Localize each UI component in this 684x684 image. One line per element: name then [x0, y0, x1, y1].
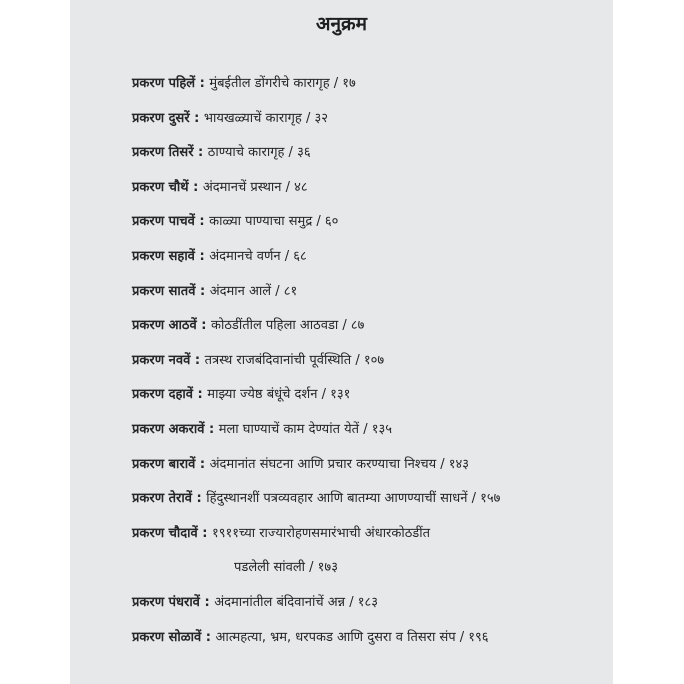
toc-entry: प्रकरण सातवें : अंदमान आलें / ८१ [132, 283, 298, 299]
document-page [70, 0, 613, 684]
chapter-label: प्रकरण आठवें [132, 318, 197, 334]
chapter-label: प्रकरण चौथें [132, 179, 189, 195]
chapter-label: प्रकरण सातवें [132, 283, 196, 299]
toc-entry: प्रकरण बारावें : अंदमानांत संघटना आणि प्रचार करण्याचा निश्चय / १४३ [132, 456, 470, 472]
toc-entry: प्रकरण तिसरें : ठाण्याचे कारागृह / ३६ [132, 145, 311, 161]
chapter-title: मला घाण्याचें काम देण्यांत येतें / १३५ [218, 421, 392, 437]
chapter-label: प्रकरण सहावें [132, 248, 195, 264]
chapter-label: प्रकरण सोळावें [132, 629, 202, 645]
toc-entry: प्रकरण पंधरावें : अंदमानांतील बंदिवानांचें अन्न / १८३ [132, 594, 378, 610]
chapter-title: माझ्या ज्येष्ठ बंधूंचे दर्शन / १३१ [207, 387, 351, 403]
chapter-label: प्रकरण पहिलें [132, 76, 196, 91]
chapter-title: अंदमानचे वर्णन / ६८ [209, 248, 307, 264]
chapter-title: अंदमानचें प्रस्थान / ४८ [202, 179, 308, 195]
chapter-label: प्रकरण दहावें [132, 387, 194, 403]
chapter-label: प्रकरण पाचवें [132, 214, 195, 230]
table-of-contents [132, 72, 602, 660]
chapter-label: प्रकरण पंधरावें [132, 594, 200, 610]
chapter-title: भायखळ्याचें कारागृह / ३२ [203, 110, 328, 126]
toc-entry-continuation [132, 556, 602, 591]
chapter-title: १९११च्या राज्यारोहणसमारंभाची अंधारकोठडींत [212, 525, 431, 541]
chapter-label: प्रकरण नववें [132, 352, 191, 368]
toc-entry: प्रकरण पहिलें : मुंबईतील डोंगरीचे कारागृह / १७ [132, 76, 356, 91]
chapter-title: ठाण्याचे कारागृह / ३६ [207, 145, 311, 161]
chapter-title: कोठडींतील पहिला आठवडा / ८७ [210, 318, 365, 334]
chapter-title: हिंदुस्थानशीं पत्रव्यवहार आणि बातम्या आणण्याचीं साधनें / १५७ [206, 491, 501, 507]
chapter-title: अंदमान आलें / ८१ [209, 283, 298, 299]
chapter-title: मुंबईतील डोंगरीचे कारागृह / १७ [209, 76, 356, 91]
chapter-label: प्रकरण दुसरें [132, 110, 190, 126]
toc-entry: प्रकरण दहावें : माझ्या ज्येष्ठ बंधूंचे दर्शन / १३१ [132, 387, 351, 403]
chapter-label: प्रकरण बारावें [132, 456, 196, 472]
chapter-label: प्रकरण तिसरें [132, 145, 194, 161]
chapter-title: अंदमानांतील बंदिवानांचें अन्न / १८३ [214, 594, 378, 610]
chapter-title: काळ्या पाण्याचा समुद्र / ६० [209, 214, 339, 230]
chapter-title: अंदमानांत संघटना आणि प्रचार करण्याचा निश्चय / १४३ [209, 456, 470, 472]
chapter-title: तत्रस्थ राजबंदिवानांची पूर्वस्थिति / १०७ [204, 352, 385, 368]
page-title: अनुक्रम [315, 13, 367, 35]
toc-entry: प्रकरण नववें : तत्रस्थ राजबंदिवानांची पूर्वस्थिति / १०७ [132, 352, 385, 368]
toc-entry: प्रकरण आठवें : कोठडींतील पहिला आठवडा / ८७ [132, 318, 365, 334]
toc-entry: प्रकरण चौदावें : १९११च्या राज्यारोहणसमारंभाची अंधारकोठडींत [132, 525, 431, 541]
chapter-label: प्रकरण अकरावें [132, 421, 205, 437]
toc-entry: प्रकरण सहावें : अंदमानचे वर्णन / ६८ [132, 248, 307, 264]
toc-entry: प्रकरण दुसरें : भायखळ्याचें कारागृह / ३२ [132, 110, 328, 126]
toc-entry: प्रकरण सोळावें : आत्महत्या, भ्रम, धरपकड आणि दुसरा व तिसरा संप / १९६ [132, 629, 489, 645]
toc-entry: प्रकरण अकरावें : मला घाण्याचें काम देण्यांत येतें / १३५ [132, 421, 392, 437]
chapter-title-continuation: पडलेली सांवली / १७३ [234, 560, 338, 576]
toc-entry: प्रकरण तेरावें : हिंदुस्थानशीं पत्रव्यवहार आणि बातम्या आणण्याचीं साधनें / १५७ [132, 491, 501, 507]
chapter-label: प्रकरण चौदावें [132, 525, 198, 541]
toc-entry: प्रकरण पाचवें : काळ्या पाण्याचा समुद्र / ६० [132, 214, 339, 230]
chapter-title: आत्महत्या, भ्रम, धरपकड आणि दुसरा व तिसरा संप / १९६ [215, 629, 489, 645]
toc-entry: प्रकरण चौथें : अंदमानचें प्रस्थान / ४८ [132, 179, 308, 195]
chapter-label: प्रकरण तेरावें [132, 491, 192, 507]
